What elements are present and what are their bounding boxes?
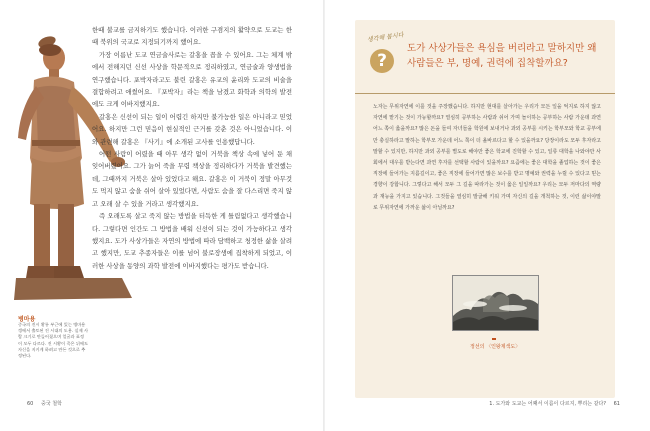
- page-number: 60: [27, 401, 34, 407]
- paragraph: 노자는 무위자연에 이를 것을 주장했습니다. 하지만 현대를 살아가는 우리가 모든 일을 억지로 하지 않고 자연에 맡기는 것이 가능할까요? 열심히 공부하는 사람과 쉬어 가며 놀이하는 공부하는 사람 가운데 과연 어느 쪽이 옳을까요? 많은 돈을 들여 자녀들을 학원에 보내거나 과외 공부를 시키는 학부모와 학교 공부에만 충실하라고 말하는 학부모 가운데 어느 쪽이 더 올바르다고 할 수 있을까요? 당장이라도 모두 후자라고 말할 수 있지만, 하지만 과외 공부를 별도로 해야만 좋은 학교에 진학할 수 있고, 일류 대학을 나와야만 사회에서 대우를 받는다면 과연 후자를 선택할 사람이 있을까요? 요즘에는 좋은 대학을 졸업하는 것이 좋은 직장에 들어가는 지름길이고, 좋은 직장에 들어가면 많은 보수를 받고 명예와 권력을 누릴 수 있다고 믿는 경향이 강합니다. 그렇다고 해서 모두 그 길을 따라가는 것이 옳은 일일까요? 우리는 모두 저마다의 역량과 재능을 가지고 있습니다. 그것들을 열심히 발굴해 키워 가며 자신의 길을 개척하는 것, 이런 삶이야말로 무위자연에 가까운 삶이 아닐까요?: [373, 104, 601, 211]
- paragraph: 어떤 사람이 어렸을 때 아무 생각 없이 거북을 책상 속에 넣어 둔 채 잊어버렸어요. 그가 늙어 죽을 무렵 책상을 정리하다가 거북을 발견했는데, 그때까지 거북은 살아 있었다고 해요. 갈홍은 이 거북이 정말 아무것도 먹지 않고 숨을 쉬어 살아 있었다면, 사람도 숨을 잘 다스리면 죽지 않고 오래 살 수 있을 거라고 생각했지요.: [92, 150, 292, 208]
- image-caption-body: 중국의 진시 황릉 부근에 있는 병마용 갱에서 출토된 진 시대의 도용. 실제 사람 크기로 만들어졌으며 얼굴과 표정이 모두 다르다. 진 시황이 죽은 뒤에도 자신을 지키게 하려고 만든 것으로 추정된다.: [18, 322, 88, 359]
- box-body-text: [373, 102, 601, 214]
- running-head: 중국 철학: [40, 401, 62, 407]
- right-folio: [489, 400, 620, 407]
- think-about-box: [355, 20, 615, 398]
- paragraph: 즉 오래도록 살고 죽지 않는 방법을 터득한 게 틀림없다고 생각했습니다. 그렇다면 인간도 그 방법을 배워 신선이 되는 것이 가능하다고 생각했지요. 도가 사상가들은 자연의 방법에 따라 담백하고 청정한 삶을 살려고 했지만, 도교 추종자들은 이를 넘어 불로장생에 집착하게 되었고, 이러한 사상을 동양의 과학 발전에 이바지했다는 평가도 받습니다.: [92, 212, 292, 270]
- page-number: 61: [613, 401, 620, 407]
- image-caption-title: 병마용: [18, 316, 36, 323]
- paragraph: 갈홍은 신선이 되는 일이 어렵긴 하지만 불가능한 일은 아니라고 믿었어요. 하지만 그런 믿음이 현실적인 근거를 갖춘 것은 아니었습니다. 이와 관련해 갈홍은 『사기』에 소개된 고사를 인용했답니다.: [92, 112, 292, 146]
- painting-caption: 정선의 〈인왕제색도〉: [470, 344, 521, 350]
- caption-marker-icon: [491, 336, 497, 342]
- box-title: 도가 사상가들은 욕심을 버리라고 말하지만 왜 사람들은 부, 명예, 권력에 집착할까요?: [407, 43, 597, 69]
- box-tag: 생각해 봅시다: [366, 31, 405, 44]
- question-mark-icon: ?: [370, 49, 394, 73]
- running-head: 1. 도가와 도교는 어째서 이름이 다르지, 뿌리는 같다?: [489, 401, 607, 407]
- paragraph: 한때 불교를 금지하기도 했습니다. 이러한 구겸지의 활약으로 도교는 한때 북위의 국교로 지정되기까지 했어요.: [92, 26, 292, 47]
- paragraph: 가장 이름난 도교 연금술사로는 갈홍을 꼽을 수 있어요. 그는 체계 밖에서 전해지던 신선 사상을 학문적으로 정리하였고, 연금술과 양생법을 연구했습니다. 포박자라고도 불린 갈홍은 유교의 윤리와 도교의 비술을 결합하려고 애썼어요. 『포박자』라는 책을 남겼고 화학과 의학의 발전에도 크게 이바지했지요.: [92, 50, 292, 109]
- left-folio: [27, 400, 62, 407]
- left-body-text: [92, 24, 292, 272]
- box-header: [355, 20, 615, 94]
- landscape-painting-image: [452, 275, 539, 331]
